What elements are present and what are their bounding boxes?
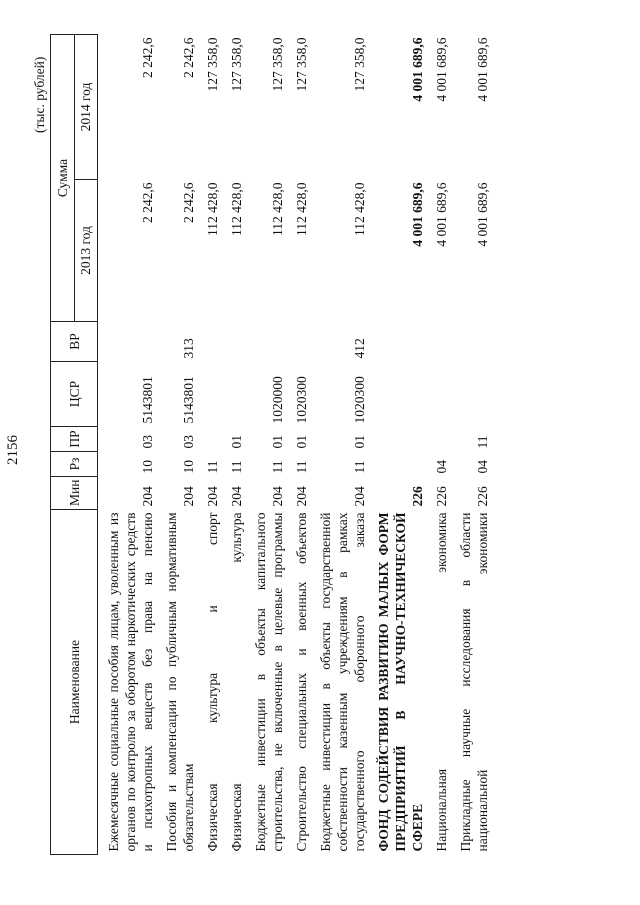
row-pr: 11 <box>475 435 490 449</box>
row-min: 204 <box>229 486 244 507</box>
row-vr: 412 <box>352 338 367 359</box>
row-min: 226 <box>475 486 490 507</box>
table-row <box>450 34 491 854</box>
row-vr <box>368 322 426 362</box>
row-sum-2013: 4 001 689,6 <box>434 182 449 247</box>
row-sum-2013: 112 428,0 <box>294 182 309 236</box>
row-sum-2014: 127 358,0 <box>229 37 244 92</box>
row-name: Бюджетные инвестиции в объекты капитального строительства, не включенные в целевые программы <box>253 512 285 852</box>
row-min: 204 <box>352 486 367 507</box>
row-name: Пособия и компенсации по публичным нормативным обязательствам <box>164 512 196 852</box>
row-pr <box>426 427 450 452</box>
row-min: 204 <box>205 486 220 507</box>
header-year-2013: 2013 год <box>74 180 98 322</box>
row-name: Ежемесячные социальные пособия лицам, уволенным из органов по контролю за оборотом наркотических средств и психотропных веществ без права на пенсию <box>106 512 155 852</box>
row-csr <box>221 362 245 427</box>
row-csr: 1020000 <box>270 376 285 424</box>
table-row <box>368 34 426 854</box>
table-body <box>98 34 492 854</box>
row-sum-2013: 4 001 689,6 <box>410 182 425 247</box>
row-csr <box>450 362 491 427</box>
row-min: 204 <box>140 486 155 507</box>
row-sum-2014: 127 358,0 <box>270 37 285 92</box>
row-rz <box>368 452 426 477</box>
row-sum-2014: 127 358,0 <box>294 37 309 92</box>
header-year-2014: 2014 год <box>74 34 98 179</box>
row-sum-2014: 4 001 689,6 <box>434 37 449 102</box>
row-csr: 5143801 <box>140 376 155 424</box>
row-vr: 313 <box>181 338 196 359</box>
table-row <box>221 34 245 854</box>
row-min: 204 <box>181 486 196 507</box>
row-min: 226 <box>434 486 449 507</box>
row-sum-2013: 2 242,6 <box>140 182 155 223</box>
row-pr: 01 <box>270 435 285 449</box>
row-vr <box>197 322 221 362</box>
row-name: Строительство специальных и военных объектов <box>294 512 309 852</box>
header-csr: ЦСР <box>51 362 98 427</box>
row-pr <box>197 427 221 452</box>
row-rz: 11 <box>352 460 367 474</box>
row-pr: 01 <box>352 435 367 449</box>
row-sum-2013: 112 428,0 <box>229 182 244 236</box>
table-row <box>98 34 157 854</box>
row-vr <box>450 322 491 362</box>
header-pr: ПР <box>51 427 98 452</box>
table-row <box>286 34 310 854</box>
row-vr <box>426 322 450 362</box>
header-min: Мин <box>51 477 98 510</box>
row-rz: 04 <box>475 460 490 474</box>
row-name: Национальная экономика <box>434 512 449 852</box>
row-pr: 03 <box>181 435 196 449</box>
budget-table <box>50 34 491 855</box>
row-name: ФОНД СОДЕЙСТВИЯ РАЗВИТИЮ МАЛЫХ ФОРМ ПРЕДПРИЯТИЙ В НАУЧНО-ТЕХНИЧЕСКОЙ СФЕРЕ <box>376 512 425 852</box>
row-min: 226 <box>410 486 425 507</box>
row-csr: 1020300 <box>352 376 367 424</box>
header-sum: Сумма <box>51 34 75 321</box>
row-rz: 11 <box>229 460 244 474</box>
row-name: Бюджетные инвестиции в объекты государственной собственности казенным учреждениям в рамках государственного оборонного заказа <box>318 512 367 852</box>
row-min: 204 <box>294 486 309 507</box>
row-sum-2013: 2 242,6 <box>181 182 196 223</box>
row-pr: 01 <box>294 435 309 449</box>
table-row <box>310 34 368 854</box>
row-vr <box>245 322 286 362</box>
row-csr <box>197 362 221 427</box>
table-row <box>426 34 450 854</box>
row-csr: 1020300 <box>294 376 309 424</box>
header-vr: ВР <box>51 322 98 362</box>
row-pr: 03 <box>140 435 155 449</box>
row-sum-2013: 112 428,0 <box>352 182 367 236</box>
row-rz: 04 <box>434 460 449 474</box>
row-rz: 10 <box>181 460 196 474</box>
row-rz: 11 <box>270 460 285 474</box>
table-row <box>156 34 197 854</box>
row-min: 204 <box>270 486 285 507</box>
row-vr <box>221 322 245 362</box>
table-header <box>51 34 98 854</box>
row-sum-2013: 4 001 689,6 <box>475 182 490 247</box>
table-row <box>245 34 286 854</box>
page-number: 2156 <box>5 435 21 465</box>
header-rz: Рз <box>51 452 98 477</box>
row-sum-2014: 2 242,6 <box>140 37 155 78</box>
row-sum-2013: 112 428,0 <box>205 182 220 236</box>
header-name: Наименование <box>51 510 98 855</box>
row-sum-2014: 127 358,0 <box>205 37 220 92</box>
row-pr: 01 <box>229 435 244 449</box>
units-label: (тыс. рублей) <box>32 56 47 133</box>
row-sum-2014: 2 242,6 <box>181 37 196 78</box>
row-sum-2014: 4 001 689,6 <box>410 37 425 102</box>
row-pr <box>368 427 426 452</box>
row-name: Прикладные научные исследования в области национальной экономики <box>458 512 490 852</box>
row-rz: 10 <box>140 460 155 474</box>
row-sum-2014: 127 358,0 <box>352 37 367 92</box>
row-csr <box>426 362 450 427</box>
row-vr <box>98 322 157 362</box>
row-name: Физическая культура <box>229 512 244 852</box>
row-vr <box>286 322 310 362</box>
row-sum-2013: 112 428,0 <box>270 182 285 236</box>
row-csr <box>368 362 426 427</box>
row-rz: 11 <box>205 460 220 474</box>
row-name: Физическая культура и спорт <box>205 512 220 852</box>
row-csr: 5143801 <box>181 376 196 424</box>
row-rz: 11 <box>294 460 309 474</box>
row-sum-2014: 4 001 689,6 <box>475 37 490 102</box>
table-row <box>197 34 221 854</box>
